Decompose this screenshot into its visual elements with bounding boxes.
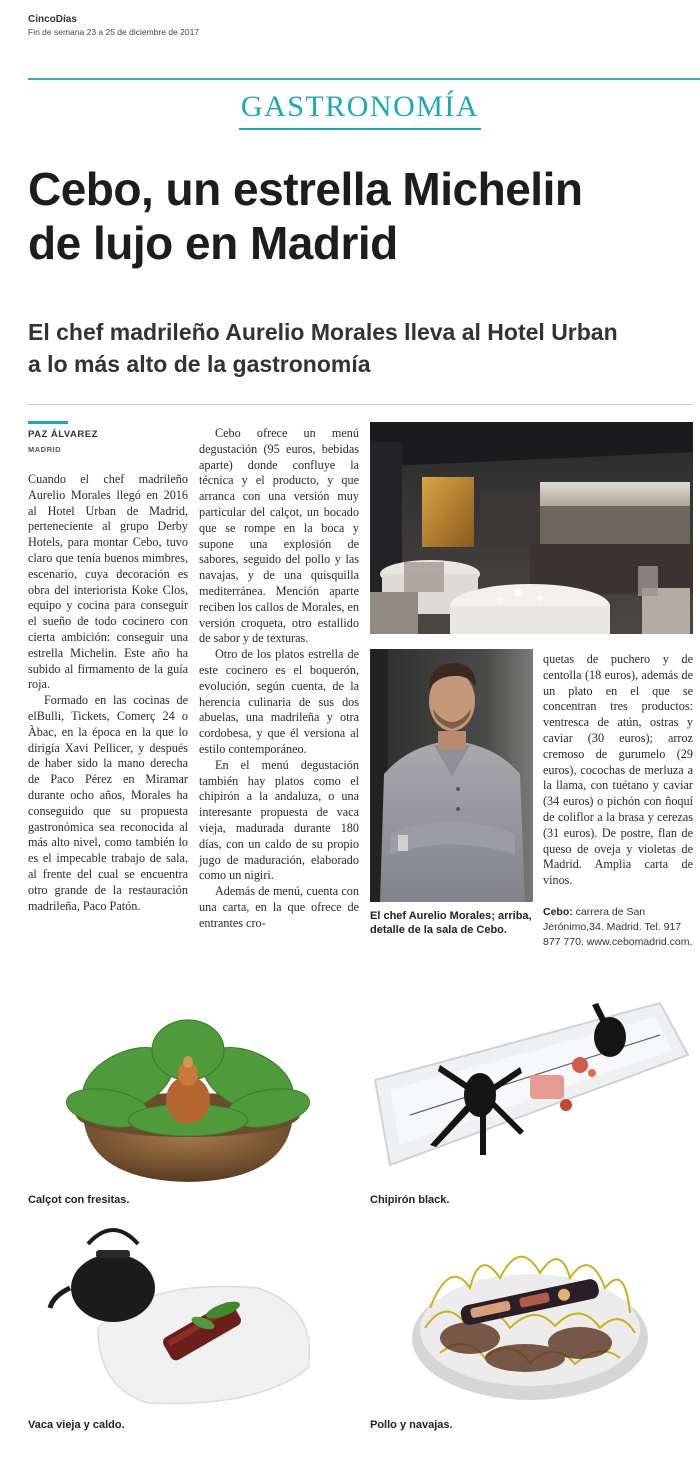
article-paragraph: Formado en las cocinas de elBulli, Tickets, Comerç 24 o Àbac, en la época en la que lo dirigía Xavi Pellicer, y después de haber sido la mano derecha de Paco Pérez en Miramar durante ocho años, Morales ha conseguido que su propuesta gastronómica sea reconocida al más alto nivel, como también lo es el impecable trabajo de sala, al frente del cual se encuentra otro grande de la restauración madrileña, Paco Patón. xyxy=(28,693,188,913)
article-paragraph: Otro de los platos estrella de este cocinero es el boquerón, evolución, según cuenta, de la herencia culinaria de sus dos abuelas, una madrileña y otra cordobesa, y que él versiona al estilo contemporáneo. xyxy=(199,647,359,756)
dish-photo-vaca xyxy=(28,1218,338,1408)
headline xyxy=(28,162,688,270)
article-column-1 xyxy=(28,472,188,914)
chef-portrait-photo xyxy=(370,649,533,902)
article-paragraph: Cuando el chef madrileño Aurelio Morales llegó en 2016 al Hotel Urban de Madrid, perteneciente al grupo Derby Hotels, para montar Cebo, tuvo claro que tenía buenos mimbres, escenario, cuya decoración es obra del interiorista Koke Clos, equipo y cocina para conseguir el sueño de todo cocinero con cierta ambición: conseguir una estrella Michelin. Este año ha subido al firmamento de la guía roja. xyxy=(28,472,188,692)
top-divider xyxy=(28,78,700,80)
byline-accent xyxy=(28,421,68,424)
dateline-city: MADRID xyxy=(28,445,61,454)
article-paragraph: Además de menú, cuenta con una carta, en la que ofrece de entrantes cro- xyxy=(199,884,359,930)
dish-caption: Pollo y navajas. xyxy=(370,1419,453,1431)
restaurant-info xyxy=(543,905,693,950)
dish-photo-chipiron xyxy=(370,995,693,1190)
dish-photo-pollo xyxy=(370,1218,693,1408)
subheadline xyxy=(28,316,688,380)
subheadline-line-1: El chef madrileño Aurelio Morales lleva al Hotel Urban xyxy=(28,319,618,345)
restaurant-room-photo xyxy=(370,422,693,634)
masthead xyxy=(28,14,199,38)
section-heading xyxy=(0,88,700,130)
article-paragraph: En el menú degustación también hay platos como el chipirón a la andaluza, o una interesante propuesta de vaca vieja, madurada durante 180 días, con un caldo de su propio jugo de maduración, elaborado como un nigiri. xyxy=(199,757,359,883)
headline-line-2: de lujo en Madrid xyxy=(28,217,398,269)
dish-caption: Chipirón black. xyxy=(370,1194,450,1206)
article-column-2 xyxy=(199,426,359,932)
dish-photo-calcot xyxy=(28,1000,338,1190)
article-column-3 xyxy=(543,652,693,889)
article-paragraph: Cebo ofrece un menú degustación (95 euros, bebidas aparte) donde confluye la técnica y el producto, y que arranca con una versión muy particular del calçot, un bocado que se rompe en la boca y supone una explosión de sabores, seguido del pollo y las navajas, y de una quisquilla mediterránea. Mención aparte reciben los callos de Morales, en versión croqueta, otro estallido de sabor y de texturas. xyxy=(199,426,359,646)
publication-name: CincoDías xyxy=(28,14,77,25)
subhead-divider xyxy=(28,404,692,405)
info-label: Cebo: xyxy=(543,906,573,918)
dish-caption: Calçot con fresitas. xyxy=(28,1194,130,1206)
info-address: carrera de San Jerónimo,34. Madrid. Tel. 917 877 770. www.cebomadrid.com. xyxy=(543,906,693,948)
subheadline-line-2: a lo más alto de la gastronomía xyxy=(28,351,371,377)
issue-date: Fin de semana 23 a 25 de diciembre de 2017 xyxy=(28,27,200,37)
chef-photo-caption: El chef Aurelio Morales; arriba, detalle de la sala de Cebo. xyxy=(370,910,532,936)
article-paragraph: quetas de puchero y de centolla (18 euros), además de un plato en el que se concentran tres productos: ventresca de atún, ostras y caviar (30 euros); arroz cremoso de gurumelo (29 euros), cocochas de merluza a la llama, con tuétano y caviar (34 euros) o pichón con ñoquí de coliflor a la brasa y cerezas (31 euros). De postre, flan de queso de oveja y violetas de Madrid. Amplia carta de vinos. xyxy=(543,652,693,888)
headline-line-1: Cebo, un estrella Michelin xyxy=(28,163,583,215)
section-label: GASTRONOMÍA xyxy=(239,88,481,130)
author-name: PAZ ÁLVAREZ xyxy=(28,429,98,440)
dish-caption: Vaca vieja y caldo. xyxy=(28,1419,125,1431)
